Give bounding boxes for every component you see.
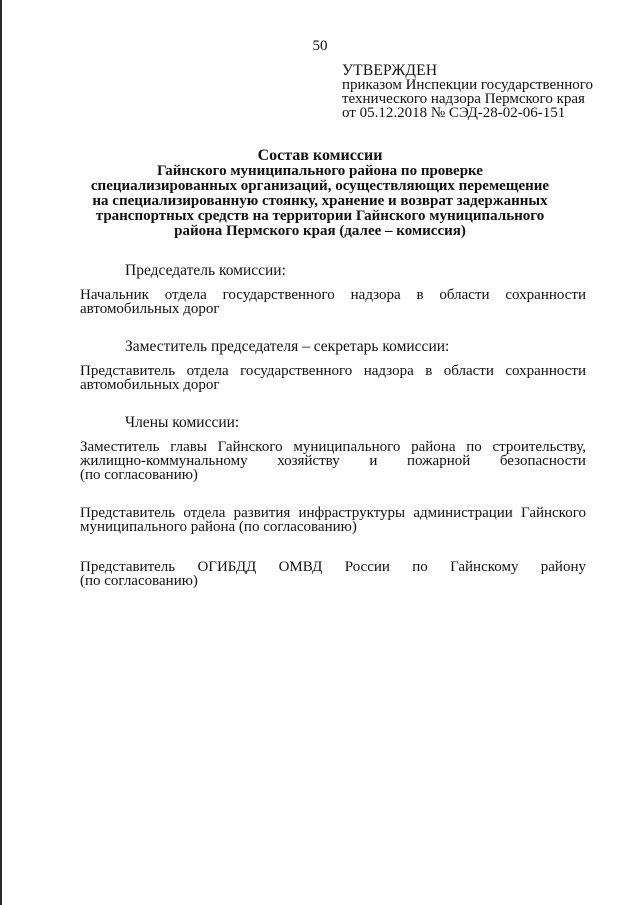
word: пожарной: [407, 453, 471, 469]
member3-line-1: [80, 560, 586, 574]
chairman-line-1: [80, 288, 586, 302]
word: Представитель: [80, 363, 176, 379]
word: Представитель: [80, 559, 176, 575]
title-line: транспортных средств на территории Гайнского муниципального: [95, 208, 545, 224]
member-entry-1: [80, 440, 586, 482]
word: ОМВД: [278, 559, 323, 575]
title-line: специализированных организаций, осуществляющих перемещение: [90, 178, 550, 194]
word: в: [416, 287, 424, 303]
word: по: [412, 559, 428, 575]
word: отдела: [186, 363, 229, 379]
members-label: Члены комиссии:: [125, 414, 240, 431]
chairman-entry: [80, 288, 586, 316]
approval-line: от 05.12.2018 № СЭД-28-02-06-151: [342, 105, 566, 121]
chairman-label: Председатель комиссии:: [125, 262, 286, 279]
page-number: 50: [312, 38, 328, 54]
member-entry-3: [80, 560, 586, 588]
approval-block: [342, 64, 593, 120]
word: администрации: [413, 505, 513, 521]
word: Заместитель: [80, 439, 160, 455]
word: безопасности: [499, 453, 586, 469]
document-title: [70, 148, 570, 239]
word: развития: [233, 505, 291, 521]
word: хозяйству: [277, 453, 340, 469]
title-line: на специализированную стоянку, хранение и возврат задержанных: [92, 193, 548, 209]
word: району: [540, 559, 586, 575]
word: Гайнскому: [450, 559, 519, 575]
deputy-line-1: [80, 364, 586, 378]
word: строительству,: [492, 439, 586, 455]
word: сохранности: [505, 363, 586, 379]
member2-line-1: [80, 506, 586, 520]
word: сохранности: [505, 287, 586, 303]
title-line: района Пермского края (далее – комиссия): [174, 223, 466, 239]
word: надзора: [363, 363, 414, 379]
word: главы: [170, 439, 207, 455]
word: в: [425, 363, 433, 379]
word: Гайнского: [521, 505, 586, 521]
word: Начальник: [80, 287, 149, 303]
member-entry-2: [80, 506, 586, 534]
word: отдела: [164, 287, 207, 303]
word: по: [466, 439, 482, 455]
word: Гайнского: [217, 439, 283, 455]
chairman-line-2: автомобильных дорог: [80, 301, 220, 317]
scan-left-border: [0, 0, 2, 905]
approval-line: технического надзора Пермского края: [342, 91, 585, 107]
word: и: [369, 453, 378, 469]
word: района: [411, 439, 456, 455]
word: государственного: [240, 363, 353, 379]
word: надзора: [350, 287, 401, 303]
title-main: Состав комиссии: [257, 147, 383, 164]
word: области: [443, 363, 494, 379]
word: Представитель: [80, 505, 176, 521]
member1-line-2: [80, 454, 586, 468]
word: инфраструктуры: [298, 505, 406, 521]
deputy-line-2: автомобильных дорог: [80, 377, 220, 393]
member1-line-3: (по согласованию): [80, 467, 198, 483]
member2-line-2: муниципального района (по согласованию): [80, 519, 357, 535]
word: России: [344, 559, 390, 575]
deputy-entry: [80, 364, 586, 392]
approval-line: приказом Инспекции государственного: [342, 77, 594, 93]
member3-line-2: (по согласованию): [80, 573, 198, 589]
deputy-label: Заместитель председателя – секретарь комиссии:: [125, 338, 450, 355]
title-line: Гайнского муниципального района по проверке: [157, 163, 483, 179]
word: области: [439, 287, 490, 303]
word: жилищно-коммунальному: [80, 453, 248, 469]
word: муниципального: [293, 439, 401, 455]
approved-heading: УТВЕРЖДЕН: [342, 62, 438, 79]
word: государственного: [222, 287, 335, 303]
word: ОГИБДД: [197, 559, 257, 575]
word: отдела: [183, 505, 226, 521]
member1-line-1: [80, 440, 586, 454]
